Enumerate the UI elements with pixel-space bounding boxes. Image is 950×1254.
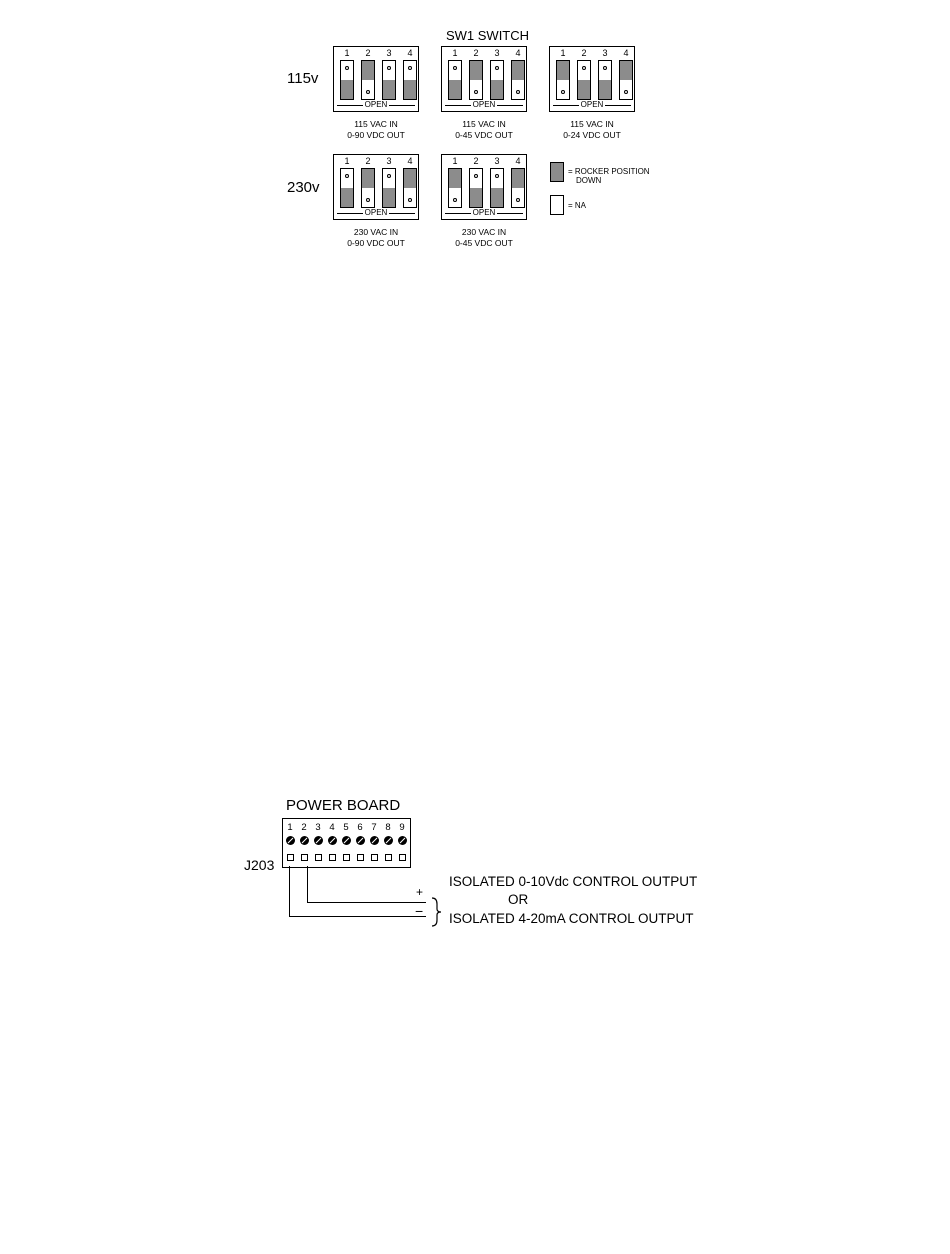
open-label: OPEN <box>334 208 418 218</box>
plus-sign: + <box>416 885 424 899</box>
switch-number: 4 <box>407 48 413 58</box>
legend-na-swatch <box>550 195 564 215</box>
terminal-socket <box>301 854 308 861</box>
switch-number: 2 <box>473 156 479 166</box>
switch-number: 4 <box>515 48 521 58</box>
pin-number: 8 <box>385 822 391 833</box>
pin-number: 2 <box>301 822 307 833</box>
open-label: OPEN <box>442 208 526 218</box>
rocker-switch <box>382 168 396 208</box>
wire-pin2-horizontal <box>307 902 426 903</box>
open-label: OPEN <box>442 100 526 110</box>
switch-number: 3 <box>602 48 608 58</box>
switch-number: 2 <box>365 156 371 166</box>
terminal-socket <box>343 854 350 861</box>
screw-terminal-icon <box>384 836 393 845</box>
switch-number: 1 <box>344 48 350 58</box>
rocker-switch <box>556 60 570 100</box>
rocker-switch <box>340 168 354 208</box>
pin-number: 9 <box>399 822 405 833</box>
rocker-switch <box>490 60 504 100</box>
terminal-socket <box>371 854 378 861</box>
rocker-switch <box>403 168 417 208</box>
dip-switch-230v-2 <box>441 154 527 220</box>
legend-down-label-line2: DOWN <box>576 176 602 185</box>
dip-switch-115v-3 <box>549 46 635 112</box>
wire-pin1-horizontal <box>289 916 426 917</box>
dip-caption: 230 VAC IN 0-90 VDC OUT <box>347 227 405 248</box>
connector-label: J203 <box>244 857 275 873</box>
terminal-socket <box>315 854 322 861</box>
dip-caption: 115 VAC IN 0-24 VDC OUT <box>563 119 621 140</box>
rocker-switch <box>469 168 483 208</box>
switch-number: 2 <box>581 48 587 58</box>
switch-number: 1 <box>452 156 458 166</box>
screw-terminal-icon <box>356 836 365 845</box>
rocker-switch <box>403 60 417 100</box>
switch-number: 4 <box>407 156 413 166</box>
pin-number: 3 <box>315 822 321 833</box>
screw-terminal-icon <box>328 836 337 845</box>
dip-caption: 115 VAC IN 0-90 VDC OUT <box>347 119 405 140</box>
terminal-socket <box>399 854 406 861</box>
output-line-2: ISOLATED 4-20mA CONTROL OUTPUT <box>449 911 694 926</box>
dip-caption: 115 VAC IN 0-45 VDC OUT <box>455 119 513 140</box>
row-label-230v: 230v <box>287 179 320 196</box>
switch-number: 2 <box>365 48 371 58</box>
screw-terminal-icon <box>370 836 379 845</box>
pin-number: 6 <box>357 822 363 833</box>
rocker-switch <box>598 60 612 100</box>
dip-caption: 230 VAC IN 0-45 VDC OUT <box>455 227 513 248</box>
wire-pin2-vertical <box>307 866 308 902</box>
output-line-1: ISOLATED 0-10Vdc CONTROL OUTPUT <box>449 874 698 889</box>
rocker-switch <box>619 60 633 100</box>
rocker-switch <box>469 60 483 100</box>
switch-number: 3 <box>494 48 500 58</box>
legend-down-swatch <box>550 162 564 182</box>
minus-sign: − <box>415 903 424 919</box>
switch-number: 2 <box>473 48 479 58</box>
wire-pin1-vertical <box>289 866 290 916</box>
switch-number: 3 <box>494 156 500 166</box>
rocker-switch <box>340 60 354 100</box>
switch-number: 4 <box>515 156 521 166</box>
pin-number: 1 <box>287 822 293 833</box>
screw-terminal-icon <box>300 836 309 845</box>
rocker-switch <box>361 168 375 208</box>
switch-number: 4 <box>623 48 629 58</box>
rocker-switch <box>490 168 504 208</box>
curly-brace-icon <box>430 897 444 927</box>
dip-switch-115v-2 <box>441 46 527 112</box>
screw-terminal-icon <box>286 836 295 845</box>
terminal-socket <box>287 854 294 861</box>
dip-switch-115v-1 <box>333 46 419 112</box>
rocker-switch <box>511 168 525 208</box>
switch-number: 1 <box>452 48 458 58</box>
row-label-115v: 115v <box>287 70 319 87</box>
open-label: OPEN <box>334 100 418 110</box>
rocker-switch <box>448 60 462 100</box>
pin-number: 4 <box>329 822 335 833</box>
terminal-socket <box>329 854 336 861</box>
screw-terminal-icon <box>342 836 351 845</box>
switch-number: 1 <box>344 156 350 166</box>
legend-na-label: = NA <box>568 201 587 210</box>
rocker-switch <box>577 60 591 100</box>
open-label: OPEN <box>550 100 634 110</box>
rocker-switch <box>511 60 525 100</box>
switch-number: 3 <box>386 156 392 166</box>
sw1-title: SW1 SWITCH <box>445 28 530 43</box>
pin-number: 7 <box>371 822 377 833</box>
terminal-socket <box>385 854 392 861</box>
pin-number: 5 <box>343 822 349 833</box>
rocker-switch <box>361 60 375 100</box>
switch-number: 1 <box>560 48 566 58</box>
dip-switch-230v-1 <box>333 154 419 220</box>
output-or: OR <box>508 892 529 907</box>
terminal-socket <box>357 854 364 861</box>
screw-terminal-icon <box>398 836 407 845</box>
rocker-switch <box>448 168 462 208</box>
switch-number: 3 <box>386 48 392 58</box>
rocker-switch <box>382 60 396 100</box>
power-board-title: POWER BOARD <box>286 797 401 814</box>
screw-terminal-icon <box>314 836 323 845</box>
legend-down-label-line1: = ROCKER POSITION <box>568 167 650 176</box>
